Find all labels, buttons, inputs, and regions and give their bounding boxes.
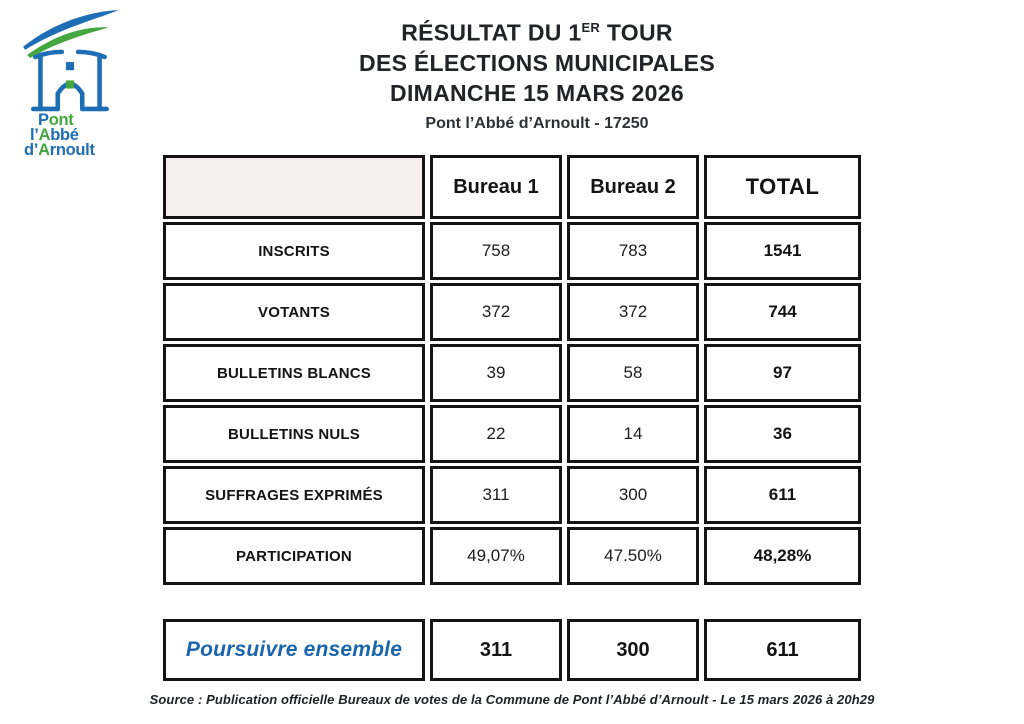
header-bureau-1: Bureau 1	[430, 155, 562, 219]
logo-word-labbe: l’Abbé	[30, 126, 79, 144]
table-row-participation	[163, 527, 861, 585]
row-label: BULLETINS NULS	[163, 405, 425, 463]
page-title-line3: DIMANCHE 15 MARS 2026	[390, 79, 684, 106]
bureau2-value: 58	[567, 344, 699, 402]
header-total: TOTAL	[704, 155, 861, 219]
bureau1-value: 22	[430, 405, 562, 463]
total-value: 611	[704, 619, 861, 681]
candidate-list-name: Poursuivre ensemble	[163, 619, 425, 681]
header-bureau-2: Bureau 2	[567, 155, 699, 219]
row-label: INSCRITS	[163, 222, 425, 280]
row-label: PARTICIPATION	[163, 527, 425, 585]
bureau1-value: 49,07%	[430, 527, 562, 585]
bureau2-value: 47.50%	[567, 527, 699, 585]
commune-subtitle: Pont l’Abbé d’Arnoult - 17250	[425, 114, 649, 132]
bureau1-value: 311	[430, 619, 562, 681]
logo-word-darnoult: d’Arnoult	[24, 141, 95, 159]
row-label: VOTANTS	[163, 283, 425, 341]
total-value: 97	[704, 344, 861, 402]
table-row-bulletins-nuls	[163, 405, 861, 463]
page-title-line1: RÉSULTAT DU 1ER TOUR	[401, 19, 673, 46]
row-label: BULLETINS BLANCS	[163, 344, 425, 402]
bureau1-value: 758	[430, 222, 562, 280]
total-value: 36	[704, 405, 861, 463]
bureau2-value: 300	[567, 466, 699, 524]
bureau1-value: 311	[430, 466, 562, 524]
candidate-list-table	[158, 616, 866, 684]
bureau2-value: 14	[567, 405, 699, 463]
table-row-poursuivre-ensemble	[163, 619, 861, 681]
bureau1-value: 372	[430, 283, 562, 341]
bureau2-value: 372	[567, 283, 699, 341]
table-row-bulletins-blancs	[163, 344, 861, 402]
title-block	[50, 13, 1024, 133]
total-value: 744	[704, 283, 861, 341]
total-value: 611	[704, 466, 861, 524]
row-label: SUFFRAGES EXPRIMÉS	[163, 466, 425, 524]
results-table	[158, 152, 866, 588]
bureau2-value: 300	[567, 619, 699, 681]
total-value: 1541	[704, 222, 861, 280]
superscript-er: ER	[581, 20, 601, 35]
results-table-header-row	[163, 155, 861, 219]
total-value: 48,28%	[704, 527, 861, 585]
bureau2-value: 783	[567, 222, 699, 280]
header-empty-cell	[163, 155, 425, 219]
logo-word-pont: Pont	[38, 111, 74, 129]
bureau1-value: 39	[430, 344, 562, 402]
table-row-votants	[163, 283, 861, 341]
table-row-inscrits	[163, 222, 861, 280]
page-title-line2: DES ÉLECTIONS MUNICIPALES	[359, 49, 715, 76]
table-row-suffrages-exprimes	[163, 466, 861, 524]
source-note: Source : Publication officielle Bureaux de votes de la Commune de Pont l’Abbé d’Arnoult - Le 15 mars 2026 à 20h29	[149, 692, 875, 707]
